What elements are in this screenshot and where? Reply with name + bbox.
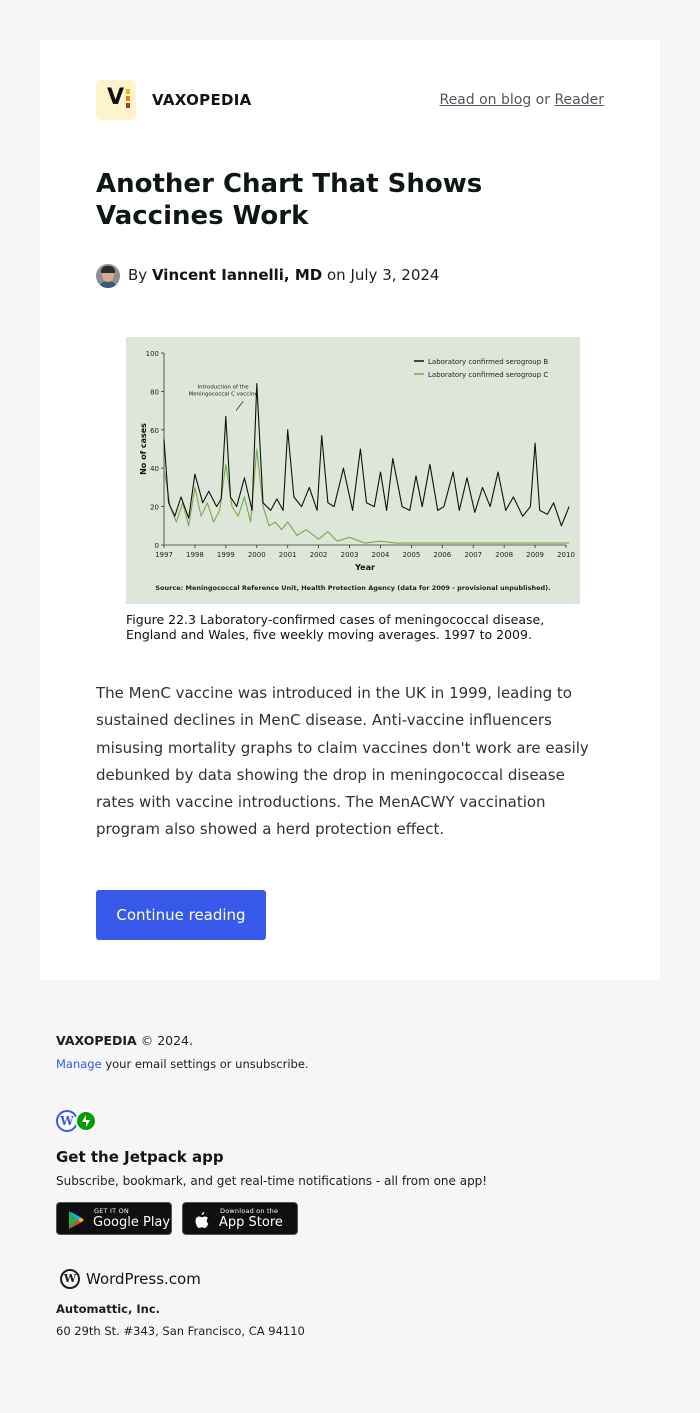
logo-bar-yellow [126,89,130,94]
x-tick-label: 2001 [278,551,297,559]
footer-copyright-year: © 2024. [140,1033,193,1048]
app-store-small: Download on the [220,1207,279,1215]
wordpress-icon: W [56,1110,78,1132]
legend-label: Laboratory confirmed serogroup C [428,371,549,379]
footer-manage [56,1057,309,1071]
app-store-button[interactable] [182,1202,298,1235]
post-card [40,40,660,980]
annotation-arrow [236,401,243,410]
series-line-1 [164,449,569,543]
x-tick-label: 1997 [155,551,173,559]
post-title[interactable]: Another Chart That Shows Vaccines Work [96,169,483,231]
read-links-or: or [535,92,550,108]
jetpack-subtitle: Subscribe, bookmark, and get real-time notifications - all from one app! [56,1174,488,1188]
x-tick-label: 2005 [402,551,421,559]
google-play-button[interactable] [56,1202,172,1235]
y-tick-label: 60 [150,426,159,435]
google-play-label: Google Play [93,1215,171,1230]
jetpack-icon [75,1110,97,1132]
author-avatar [96,264,120,288]
x-tick-label: 2006 [433,551,452,559]
company-address: 60 29th St. #343, San Francisco, CA 94110 [56,1324,305,1338]
google-play-icon [66,1210,86,1230]
logo-bar-orange [126,96,130,101]
series-line-0 [164,384,569,526]
byline-text [128,266,439,284]
footer-copyright [56,1033,193,1048]
x-tick-label: 2003 [340,551,359,559]
x-tick-label: 2002 [309,551,328,559]
app-store-label: App Store [219,1215,283,1230]
y-tick-label: 0 [154,542,159,550]
y-tick-label: 40 [150,465,159,474]
annotation-line2: Meningococcal C vaccine [188,391,258,398]
y-tick-label: 80 [150,388,159,397]
x-tick-label: 2010 [557,551,575,559]
post-date: on July 3, 2024 [327,266,440,284]
google-play-small: GET IT ON [94,1207,129,1215]
wpcom-name: WordPress.com [86,1270,201,1288]
read-on-blog-link[interactable]: Read on blog [439,92,532,108]
figure-caption: Figure 22.3 Laboratory-confirmed cases of meningococcal disease, England and Wales, five weekly moving averages. 1997 to 2009. [126,612,545,642]
y-tick-label: 100 [145,350,159,358]
footer-brand: VAXOPEDIA [56,1033,137,1048]
site-header [96,80,604,120]
x-axis-label: Year [355,563,375,572]
x-tick-label: 1999 [216,551,235,559]
x-tick-label: 2004 [371,551,390,559]
post-figure [126,337,580,649]
legend-label: Laboratory confirmed serogroup B [428,358,549,366]
apple-icon [192,1210,212,1230]
author-name: Vincent Iannelli, MD [151,266,323,284]
manage-text: your email settings or unsubscribe. [101,1057,309,1071]
company-name: Automattic, Inc. [56,1302,161,1316]
y-axis-label: No of cases [139,423,148,475]
logo-bar-red [126,103,130,108]
jetpack-title: Get the Jetpack app [56,1148,224,1166]
chart-source: Source: Meningococcal Reference Unit, Health Protection Agency (data for 2009 - provisional unpublished). [155,584,551,592]
read-links [439,92,604,108]
x-tick-label: 2008 [495,551,514,559]
jetpack-icons [56,1110,98,1132]
wordpress-logo-icon: W [60,1269,80,1289]
site-logo[interactable] [96,80,136,120]
byline-by: By [128,266,148,284]
x-tick-label: 2000 [247,551,266,559]
meningococcal-chart [126,337,580,604]
site-name[interactable]: VAXOPEDIA [152,91,252,109]
x-tick-label: 1998 [186,551,204,559]
x-tick-label: 2009 [526,551,544,559]
annotation-line1: Introduction of the [197,384,249,391]
site-logo-letter: V [107,85,125,110]
y-tick-label: 20 [150,503,159,512]
continue-reading-button[interactable]: Continue reading [96,890,266,940]
post-excerpt: The MenC vaccine was introduced in the UK in 1999, leading to sustained declines in MenC disease. Anti-vaccine influencers misusing mortality graphs to claim vaccines don't work are easily debunked by data showing the drop in meningococcal disease rates with vaccine introductions. The MenACWY vaccination program also showed a herd protection effect. [96,684,589,839]
manage-link[interactable]: Manage [56,1057,102,1071]
x-tick-label: 2007 [464,551,483,559]
reader-link[interactable]: Reader [554,92,604,108]
chart-container [126,337,580,604]
